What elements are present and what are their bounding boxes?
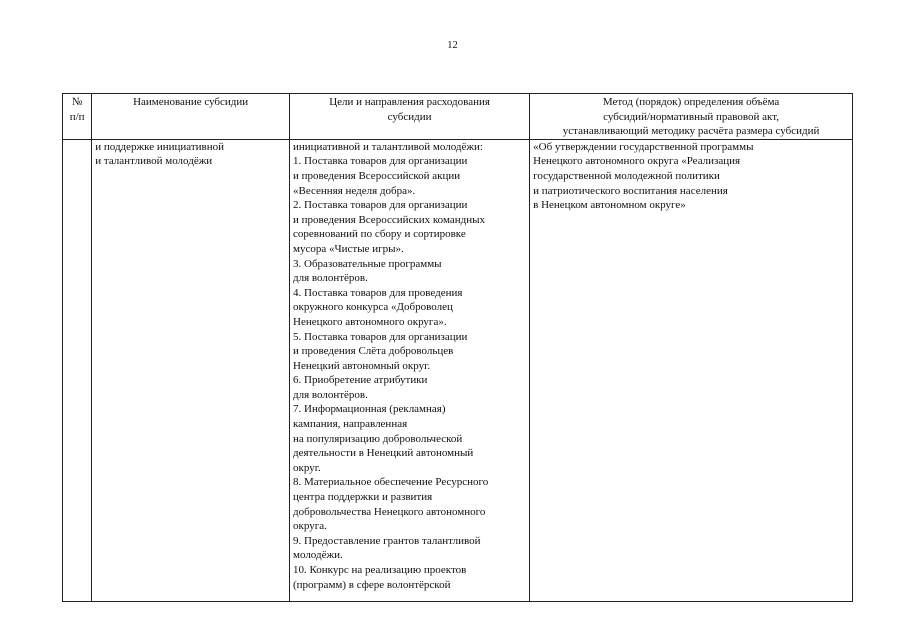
header-num-line: №	[71, 96, 83, 108]
cell-num	[63, 139, 92, 601]
goals-line: 10. Конкурс на реализацию проектов	[293, 564, 467, 576]
goals-line: 8. Материальное обеспечение Ресурсного	[293, 476, 489, 489]
subsidy-name-line: и талантливой молодёжи	[95, 155, 213, 168]
header-method-line: Метод (порядок) определения объёма	[602, 96, 780, 108]
goals-line: для волонтёров.	[293, 388, 368, 401]
method-line: «Об утверждении государственной программы	[533, 140, 754, 153]
header-goals-line: субсидии	[387, 110, 432, 123]
header-name	[92, 94, 290, 140]
goals-line: округа.	[293, 520, 327, 533]
subsidy-name-line: и поддержке инициативной	[95, 140, 225, 153]
goals-line: «Весенняя неделя добра».	[293, 184, 416, 197]
cell-subsidy-name	[92, 139, 290, 601]
goals-line: и проведения Всероссийской акции	[293, 169, 461, 182]
goals-line: (программ) в сфере волонтёрской	[293, 578, 451, 591]
goals-line: 6. Приобретение атрибутики	[293, 374, 428, 387]
goals-line: 4. Поставка товаров для проведения	[293, 286, 463, 299]
table-header-row	[63, 94, 853, 140]
cell-goals	[290, 139, 530, 601]
goals-line: центра поддержки и развития	[293, 491, 433, 504]
goals-line: на популяризацию добровольческой	[293, 432, 463, 445]
header-name-line: Наименование субсидии	[133, 96, 249, 108]
goals-line: соревнований по сбору и сортировке	[293, 228, 466, 241]
goals-line: добровольчества Ненецкого автономного	[293, 505, 486, 518]
goals-line: инициативной и талантливой молодёжи:	[293, 140, 483, 153]
header-goals-line: Цели и направления расходования	[329, 96, 490, 108]
subsidy-table	[62, 93, 853, 602]
cell-method	[530, 139, 853, 601]
header-goals	[290, 94, 530, 140]
table-row	[63, 139, 853, 601]
goals-line: 3. Образовательные программы	[293, 257, 442, 270]
goals-line: мусора «Чистые игры».	[293, 242, 404, 255]
header-method	[530, 94, 853, 140]
method-line: и патриотического воспитания населения	[533, 184, 728, 197]
header-num	[63, 94, 92, 140]
goals-line: кампания, направленная	[293, 418, 408, 431]
goals-line: 9. Предоставление грантов талантливой	[293, 534, 481, 547]
goals-line: 7. Информационная (рекламная)	[293, 403, 446, 416]
goals-line: Ненецкий автономный округ.	[293, 359, 431, 372]
header-method-line: субсидий/нормативный правовой акт,	[603, 110, 779, 123]
header-num-line: п/п	[69, 110, 85, 123]
header-method-line: устанавливающий методику расчёта размера субсидий	[562, 125, 820, 138]
goals-line: для волонтёров.	[293, 272, 368, 285]
goals-line: 2. Поставка товаров для организации	[293, 199, 468, 212]
method-line: Ненецкого автономного округа «Реализация	[533, 155, 741, 168]
goals-line: и проведения Слёта добровольцев	[293, 345, 454, 358]
goals-line: молодёжи.	[293, 549, 343, 562]
method-line: в Ненецком автономном округе»	[533, 199, 686, 212]
goals-line: округ.	[293, 461, 321, 474]
page-number: 12	[447, 40, 458, 51]
goals-line: Ненецкого автономного округа».	[293, 315, 447, 328]
goals-line: окружного конкурса «Доброволец	[293, 301, 453, 314]
method-line: государственной молодежной политики	[533, 169, 720, 182]
goals-line: и проведения Всероссийских командных	[293, 213, 485, 226]
goals-line: 1. Поставка товаров для организации	[293, 155, 468, 168]
goals-line: деятельности в Ненецкий автономный	[293, 447, 474, 460]
goals-line: 5. Поставка товаров для организации	[293, 330, 468, 343]
